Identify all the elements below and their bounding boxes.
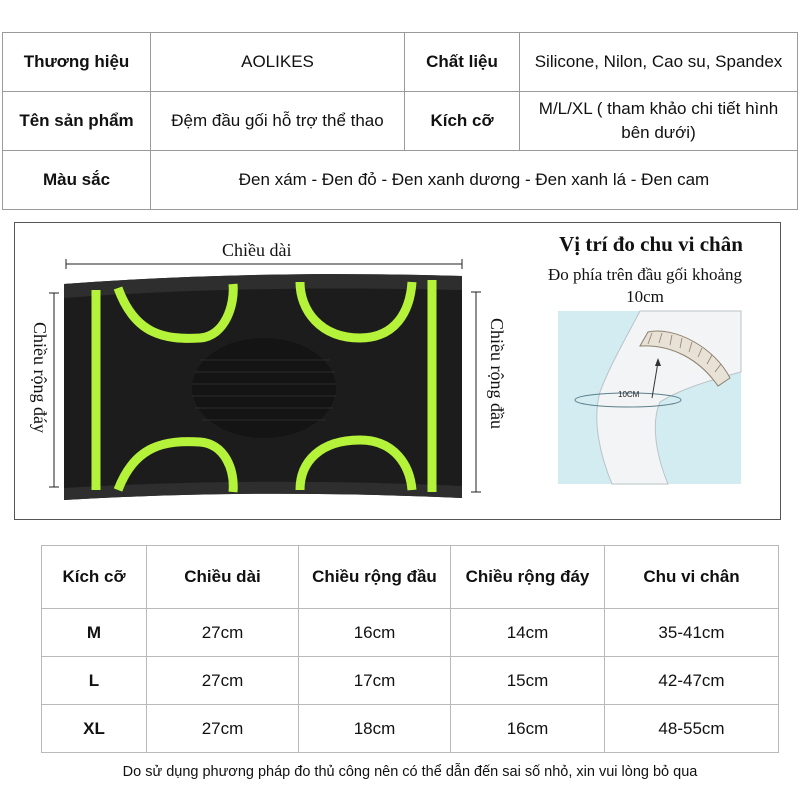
cell-length: 27cm — [147, 657, 299, 705]
measurement-note: Do sử dụng phương pháp đo thủ công nên có thể dẫn đến sai số nhỏ, xin vui lòng bỏ qua — [42, 753, 779, 792]
size-value: M/L/XL ( tham khảo chi tiết hình bên dưới) — [520, 92, 798, 151]
bottom-width-dimension-line — [49, 293, 59, 487]
cell-leg-circumference: 35-41cm — [605, 609, 779, 657]
cell-size: M — [42, 609, 147, 657]
brand-label: Thương hiệu — [3, 33, 151, 92]
header-top-width: Chiều rộng đầu — [299, 546, 451, 609]
cell-top-width: 16cm — [299, 609, 451, 657]
cell-size: L — [42, 657, 147, 705]
cell-length: 27cm — [147, 705, 299, 753]
cell-size: XL — [42, 705, 147, 753]
size-label: Kích cỡ — [405, 92, 520, 151]
header-length: Chiều dài — [147, 546, 299, 609]
table-row — [42, 657, 779, 705]
header-bottom-width: Chiều rộng đáy — [451, 546, 605, 609]
color-label: Màu sắc — [3, 151, 151, 210]
bottom-width-label: Chiều rộng đáy — [30, 322, 50, 433]
brand-value: AOLIKES — [151, 33, 405, 92]
top-width-label: Chiều rộng đầu — [487, 318, 507, 429]
cell-bottom-width: 16cm — [451, 705, 605, 753]
header-size: Kích cỡ — [42, 546, 147, 609]
knee-mark-label: 10CM — [618, 390, 640, 399]
material-label: Chất liệu — [405, 33, 520, 92]
cell-bottom-width: 15cm — [451, 657, 605, 705]
table-row — [42, 609, 779, 657]
cell-leg-circumference: 48-55cm — [605, 705, 779, 753]
cell-bottom-width: 14cm — [451, 609, 605, 657]
measure-title: Vị trí đo chu vi chân — [559, 232, 743, 256]
material-value: Silicone, Nilon, Cao su, Spandex — [520, 33, 798, 92]
product-name-value: Đệm đầu gối hỗ trợ thể thao — [151, 92, 405, 151]
measure-subtitle: Đo phía trên đầu gối khoảng 10cm — [547, 265, 743, 306]
size-table-header — [42, 546, 779, 609]
color-value: Đen xám - Đen đỏ - Đen xanh dương - Đen xanh lá - Đen cam — [151, 151, 798, 210]
knee-sleeve-image — [64, 274, 462, 500]
leg-measurement-image — [558, 311, 741, 484]
size-table-note-row — [42, 753, 779, 792]
cell-top-width: 18cm — [299, 705, 451, 753]
cell-top-width: 17cm — [299, 657, 451, 705]
size-chart-table — [41, 545, 779, 791]
length-label: Chiều dài — [222, 240, 292, 260]
cell-leg-circumference: 42-47cm — [605, 657, 779, 705]
table-row — [42, 705, 779, 753]
top-width-dimension-line — [471, 292, 481, 492]
header-leg-circumference: Chu vi chân — [605, 546, 779, 609]
product-name-label: Tên sản phẩm — [3, 92, 151, 151]
cell-length: 27cm — [147, 609, 299, 657]
